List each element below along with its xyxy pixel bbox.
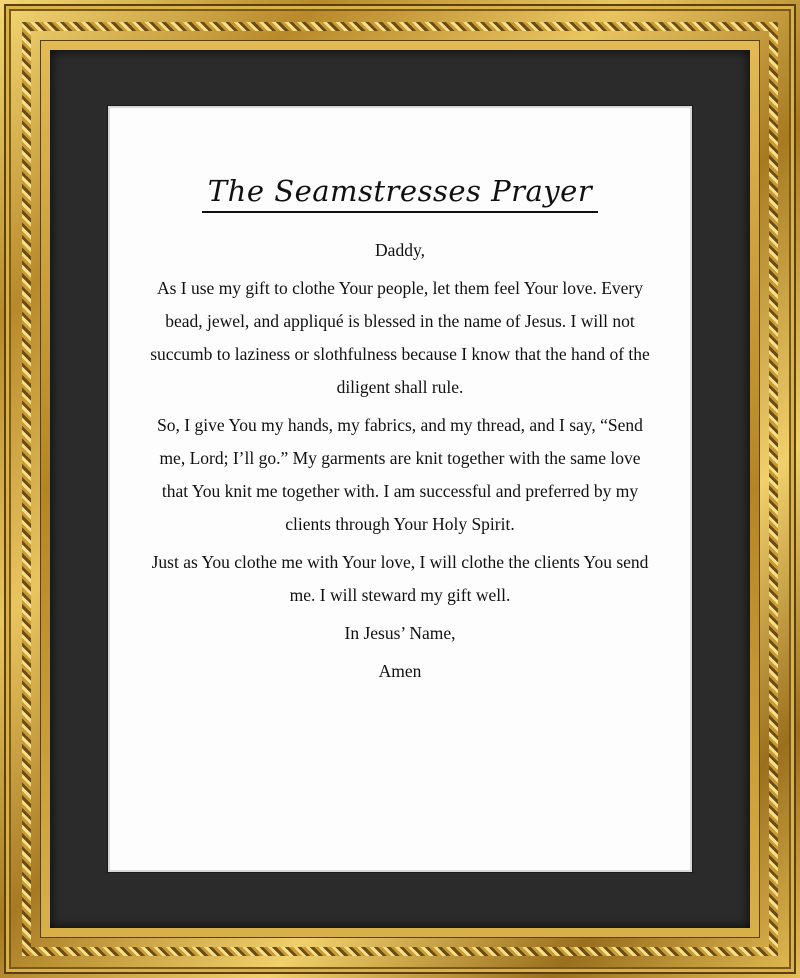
prayer-title: The Seamstresses Prayer xyxy=(202,176,598,213)
prayer-paragraph-2: So, I give You my hands, my fabrics, and my thread, and I say, “Send me, Lord; I’ll go.” My garments are knit together with the same love that You knit me together with. I am successful and preferred by my clients through Your Holy Spirit. xyxy=(157,415,643,534)
prayer-salutation: Daddy, xyxy=(375,240,425,260)
prayer-paragraph-3: Just as You clothe me with Your love, I will clothe the clients You send me. I will steward my gift well. xyxy=(151,552,649,605)
prayer-paragraph-1: As I use my gift to clothe Your people, let them feel Your love. Every bead, jewel, and appliqué is blessed in the name of Jesus. I will not succumb to laziness or slothfulness because I know that the hand of the diligent shall rule. xyxy=(150,278,650,397)
prayer-signoff: Amen xyxy=(378,661,422,681)
prayer-body xyxy=(150,234,650,693)
title-wrap xyxy=(110,176,690,213)
prayer-closing: In Jesus’ Name, xyxy=(344,623,456,643)
prayer-paper xyxy=(108,106,692,872)
